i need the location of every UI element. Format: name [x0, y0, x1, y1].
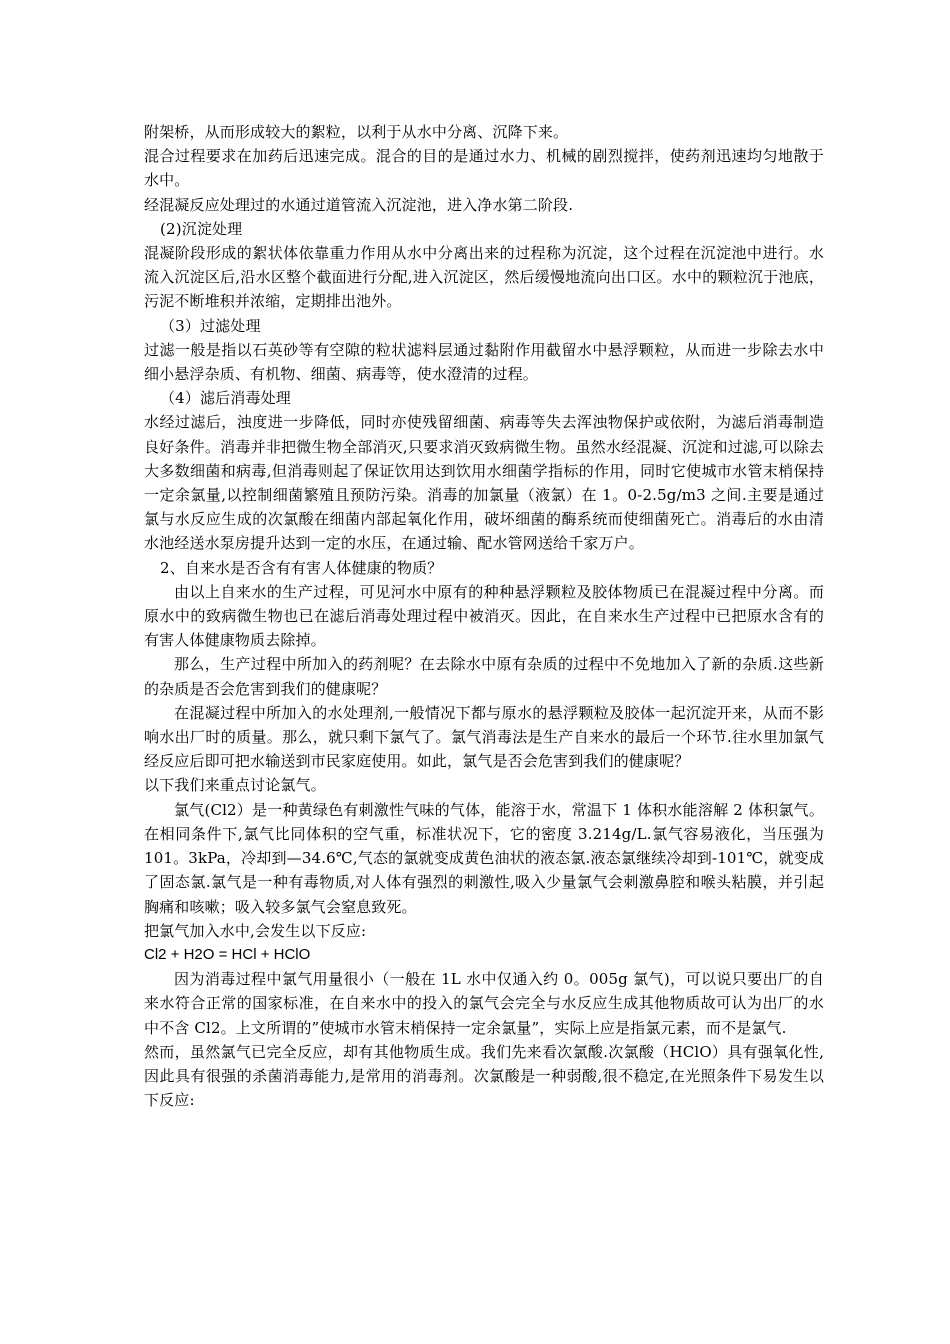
chemical-equation: Cl2 + H2O = HCl + HClO [144, 945, 311, 963]
paragraph: 以下我们来重点讨论氯气。 [144, 776, 326, 795]
paragraph: 在混凝过程中所加入的水处理剂,一般情况下都与原水的悬浮颗粒及胶体一起沉淀开来，从而不影响水出厂时的质量。那么，就只剩下氯气了。氯气消毒法是生产自来水的最后一个环节.往水里加氯气经反应后即可把水输送到市民家庭使用。如此，氯气是否会危害到我们的健康呢？ [144, 703, 824, 771]
section-heading: （4）滤后消毒处理 [160, 389, 291, 408]
section-heading: 2、自来水是否含有有害人体健康的物质？ [160, 558, 443, 577]
paragraph: 由以上自来水的生产过程，可见河水中原有的种种悬浮颗粒及胶体物质已在混凝过程中分离。而原水中的致病微生物也已在滤后消毒处理过程中被消灭。因此，在自来水生产过程中已把原水含有的有害人体健康物质去除掉。 [144, 582, 824, 650]
paragraph: 经混凝反应处理过的水通过道管流入沉淀池，进入净水第二阶段. [144, 195, 574, 214]
paragraph: 混合过程要求在加药后迅速完成。混合的目的是通过水力、机械的剧烈搅拌，使药剂迅速均匀地散于水中。 [144, 147, 824, 190]
document-body [144, 120, 824, 1112]
paragraph: 附架桥，从而形成较大的絮粒，以利于从水中分离、沉降下来。 [144, 123, 569, 141]
paragraph: 混凝阶段形成的絮状体依靠重力作用从水中分离出来的过程称为沉淀，这个过程在沉淀池中进行。水流入沉淀区后,沿水区整个截面进行分配,进入沉淀区，然后缓慢地流向出口区。水中的颗粒沉于池底，污泥不断堆积并浓缩，定期排出池外。 [144, 244, 824, 311]
section-heading: （3）过滤处理 [160, 316, 261, 335]
paragraph: 水经过滤后，浊度进一步降低，同时亦使残留细菌、病毒等失去浑浊物保护或依附，为滤后消毒制造良好条件。消毒并非把微生物全部消灭,只要求消灭致病微生物。虽然水经混凝、沉淀和过滤,可以除去大多数细菌和病毒,但消毒则起了保证饮用达到饮用水细菌学指标的作用，同时它使城市水管末梢保持一定余氯量,以控制细菌繁殖且预防污染。消毒的加氯量（液氯）在 1。0-2.5g/m3 之间.主要是通过氯与水反应生成的次氯酸在细菌内部起氧化作用，破坏细菌的酶系统而使细菌死亡。消毒后的水由清水池经送水泵房提升达到一定的水压，在通过输、配水管网送给千家万户。 [144, 413, 824, 553]
paragraph: 过滤一般是指以石英砂等有空隙的粒状滤料层通过黏附作用截留水中悬浮颗粒，从而进一步除去水中细小悬浮杂质、有机物、细菌、病毒等，使水澄清的过程。 [144, 340, 824, 384]
section-heading: (2)沉淀处理 [160, 219, 243, 238]
paragraph: 因为消毒过程中氯气用量很小（一般在 1L 水中仅通入约 0。005g 氯气)，可以说只要出厂的自来水符合正常的国家标准，在自来水中的投入的氯气会完全与水反应生成其他物质故可认为出厂的水中不含 Cl2。上文所谓的”使城市水管末梢保持一定余氯量”，实际上应是指氯元素，而不是氯气. [144, 970, 824, 1037]
paragraph: 然而，虽然氯气已完全反应，却有其他物质生成。我们先来看次氯酸.次氯酸（HClO）具有强氧化性,因此具有很强的杀菌消毒能力,是常用的消毒剂。次氯酸是一种弱酸,很不稳定,在光照条件下易发生以下反应: [144, 1042, 824, 1110]
paragraph: 那么，生产过程中所加入的药剂呢？在去除水中原有杂质的过程中不免地加入了新的杂质.这些新的杂质是否会危害到我们的健康呢？ [144, 655, 824, 698]
paragraph: 氯气(Cl2）是一种黄绿色有刺激性气味的气体，能溶于水，常温下 1 体积水能溶解 2 体积氯气。在相同条件下,氯气比同体积的空气重，标准状况下，它的密度 3.214g/L.氯气容易液化，当压强为 101。3kPa，冷却到—34.6℃,气态的氯就变成黄色油状的液态氯.液态氯继续冷却到-101℃，就变成了固态氯.氯气是一种有毒物质,对人体有强烈的刺激性,吸入少量氯气会刺激鼻腔和喉头粘膜，并引起胸痛和咳嗽；吸入较多氯气会窒息致死。 [144, 800, 824, 916]
paragraph: 把氯气加入水中,会发生以下反应: [144, 921, 367, 940]
